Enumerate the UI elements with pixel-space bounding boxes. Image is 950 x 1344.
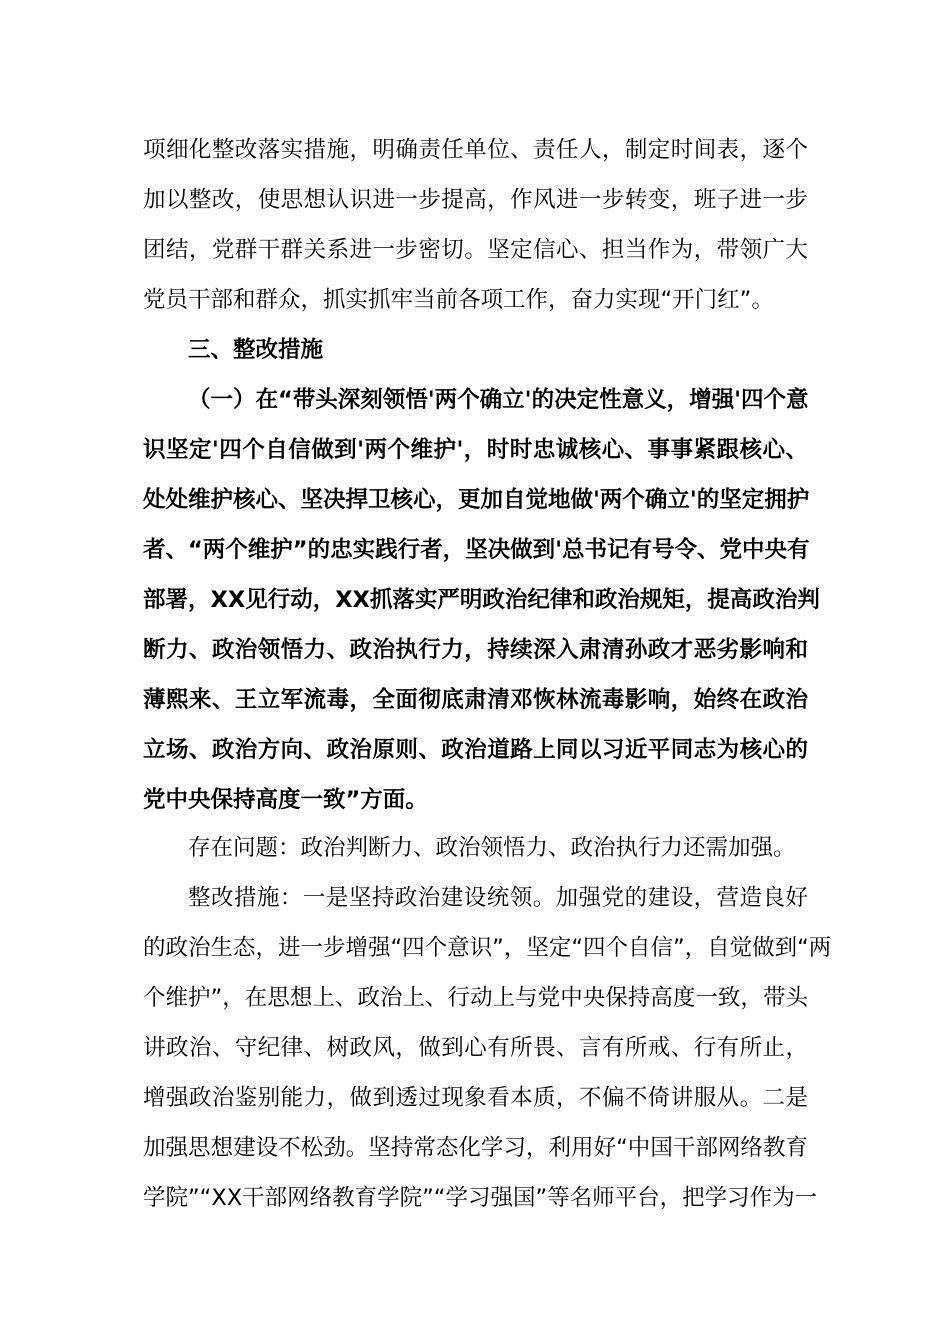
body-text-line: 加以整改，使思想认识进一步提高，作风进一步转变，班子进一步 (143, 187, 808, 213)
bold-text-line: 立场、政治方向、政治原则、政治道路上同以习近平同志为核心的 (143, 737, 808, 763)
body-text-line: 项细化整改落实措施，明确责任单位、责任人，制定时间表，逐个 (143, 137, 808, 163)
body-text-line: 团结，党群干群关系进一步密切。坚定信心、担当作为，带领广大 (143, 237, 808, 263)
bold-text-line: 者、“两个维护”的忠实践行者，坚决做到'总书记有号令、党中央有 (143, 537, 810, 563)
bold-text-line: （一）在“带头深刻领悟'两个确立'的决定性意义，增强'四个意 (188, 387, 809, 413)
bold-text-line: 党中央保持高度一致”方面。 (143, 787, 428, 813)
measure-text-line: 学院”“XX干部网络教育学院”“学习强国”等名师平台，把学习作为一 (143, 1185, 818, 1211)
body-text-line: 党员干部和群众，抓实抓牢当前各项工作，奋力实现“开门红”。 (143, 287, 774, 313)
bold-text-line: 处处维护核心、坚决捍卫核心，更加自觉地做'两个确立'的坚定拥护 (143, 487, 810, 513)
measure-text-line: 加强思想建设不松劲。坚持常态化学习，利用好“中国干部网络教育 (143, 1135, 808, 1161)
problem-text-line: 存在问题：政治判断力、政治领悟力、政治执行力还需加强。 (188, 835, 796, 861)
measure-text-line: 整改措施：一是坚持政治建设统领。加强党的建设，营造良好 (188, 885, 808, 911)
bold-text-line: 部署，XX见行动，XX抓落实严明政治纪律和政治规矩，提高政治判 (143, 587, 820, 613)
measure-text-line: 讲政治、守纪律、树政风，做到心有所畏、言有所戒、行有所止， (143, 1035, 808, 1061)
measure-text-line: 个维护”，在思想上、政治上、行动上与党中央保持高度一致，带头 (143, 985, 808, 1011)
bold-text-line: 断力、政治领悟力、政治执行力，持续深入肃清孙政才恶劣影响和 (143, 637, 808, 663)
measure-text-line: 的政治生态，进一步增强“四个意识”，坚定“四个自信”，自觉做到“两 (143, 935, 832, 961)
measure-text-line: 增强政治鉴别能力，做到透过现象看本质，不偏不倚讲服从。二是 (143, 1085, 808, 1111)
bold-text-line: 薄熙来、王立军流毒，全面彻底肃清邓恢林流毒影响，始终在政治 (143, 687, 808, 713)
bold-text-line: 识坚定'四个自信做到'两个维护'，时时忠诚核心、事事紧跟核心、 (143, 437, 808, 463)
section-heading: 三、整改措施 (188, 337, 324, 363)
